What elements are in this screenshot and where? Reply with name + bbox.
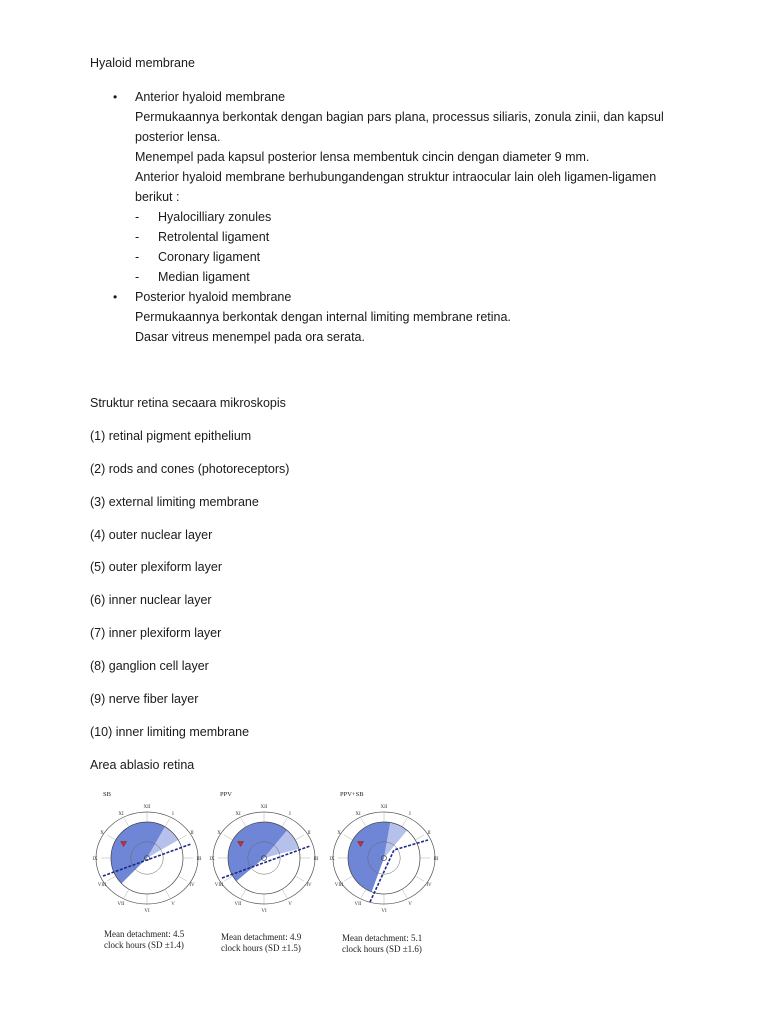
caption-sb-line1: Mean detachment: 4.5 <box>104 929 185 939</box>
clock-tick <box>344 835 353 840</box>
clock-hour-label: IX <box>209 857 215 862</box>
clock-hour-label: VII <box>354 902 362 907</box>
clock-tick <box>415 835 424 840</box>
clock-tick <box>241 818 246 827</box>
clock-hour-label: VI <box>381 909 387 914</box>
clock-tick <box>415 876 424 881</box>
bullet-heading-anterior: Anterior hyaloid membrane <box>135 90 286 104</box>
clock-hour-label: X <box>217 831 221 836</box>
clock-hour-label: IV <box>189 883 195 888</box>
diagram-label: PPV <box>220 791 232 798</box>
bullet-icon: • <box>113 290 118 304</box>
section-title-retina: Struktur retina secaara mikroskopis <box>90 396 286 410</box>
clock-hour-label: X <box>337 831 341 836</box>
clock-tick <box>178 835 187 840</box>
clock-hour-label: VII <box>117 902 125 907</box>
clock-hour-label: XI <box>118 812 124 817</box>
paragraph-line: Permukaannya berkontak dengan internal limiting membrane retina. <box>135 310 511 324</box>
clock-hour-label: II <box>307 831 311 836</box>
ligament-item: Coronary ligament <box>158 250 261 264</box>
clock-hour-label: III <box>433 857 439 862</box>
clock-hour-label: XI <box>235 812 241 817</box>
ligament-item: Hyalocilliary zonules <box>158 210 272 224</box>
clock-tick <box>165 889 170 898</box>
clock-tick <box>282 889 287 898</box>
clock-tick <box>165 818 170 827</box>
caption-ppvsb-line2: clock hours (SD ±1.6) <box>342 944 422 954</box>
clock-hour-label: VIII <box>214 883 224 888</box>
clock-tick <box>241 889 246 898</box>
clock-tick <box>295 876 304 881</box>
clock-hour-label: I <box>172 812 174 817</box>
clock-tick <box>282 818 287 827</box>
layer-item: (1) retinal pigment epithelium <box>90 429 252 443</box>
clock-hour-label: V <box>171 902 175 907</box>
caption-ppv-line2: clock hours (SD ±1.5) <box>221 943 301 953</box>
clock-hour-label: III <box>196 857 202 862</box>
paragraph-line: berikut : <box>135 190 180 204</box>
detachment-sector <box>111 822 165 884</box>
layer-item: (6) inner nuclear layer <box>90 593 212 607</box>
clock-hour-label: XII <box>143 805 151 810</box>
diagram-ppv-sb <box>329 791 438 914</box>
layer-item: (7) inner plexiform layer <box>90 626 222 640</box>
clock-hour-label: II <box>190 831 194 836</box>
clock-hour-label: I <box>409 812 411 817</box>
clock-hour-label: VII <box>234 902 242 907</box>
clock-hour-label: V <box>288 902 292 907</box>
diagram-label: SB <box>103 791 111 798</box>
clock-tick <box>224 835 233 840</box>
dash-marker: - <box>135 210 140 224</box>
clock-hour-label: VI <box>261 909 267 914</box>
clock-tick <box>402 818 407 827</box>
clock-tick <box>344 876 353 881</box>
paragraph-line: Menempel pada kapsul posterior lensa membentuk cincin dengan diameter 9 mm. <box>135 150 590 164</box>
caption-ppv-line1: Mean detachment: 4.9 <box>221 932 302 942</box>
clock-hour-label: V <box>408 902 412 907</box>
section-title-ablasio: Area ablasio retina <box>90 758 195 772</box>
ligament-item: Retrolental ligament <box>158 230 270 244</box>
paragraph-line: Anterior hyaloid membrane berhubungandengan struktur intraocular lain oleh ligamen-ligamen <box>135 170 657 184</box>
clock-hour-label: III <box>313 857 319 862</box>
layer-item: (4) outer nuclear layer <box>90 528 213 542</box>
clock-hour-label: IX <box>92 857 98 862</box>
clock-hour-label: XII <box>260 805 268 810</box>
clock-tick <box>224 876 233 881</box>
diagram-ppv <box>209 791 318 914</box>
caption-sb-line2: clock hours (SD ±1.4) <box>104 940 184 950</box>
dash-marker: - <box>135 230 140 244</box>
clock-hour-label: X <box>100 831 104 836</box>
diagram-label: PPV+SB <box>340 791 364 798</box>
layer-item: (3) external limiting membrane <box>90 495 259 509</box>
section-title-hyaloid: Hyaloid membrane <box>90 56 195 70</box>
clock-hour-label: VIII <box>97 883 107 888</box>
paragraph-line: Dasar vitreus menempel pada ora serata. <box>135 330 365 344</box>
clock-hour-label: XII <box>380 805 388 810</box>
clock-tick <box>107 876 116 881</box>
clock-hour-label: XI <box>355 812 361 817</box>
clock-hour-label: VIII <box>334 883 344 888</box>
layer-item: (10) inner limiting membrane <box>90 725 250 739</box>
bullet-icon: • <box>113 90 118 104</box>
clock-tick <box>124 889 129 898</box>
clock-tick <box>402 889 407 898</box>
clock-hour-label: II <box>427 831 431 836</box>
clock-tick <box>295 835 304 840</box>
diagram-sb <box>92 791 201 914</box>
bullet-heading-posterior: Posterior hyaloid membrane <box>135 290 292 304</box>
layer-item: (2) rods and cones (photoreceptors) <box>90 462 290 476</box>
dash-marker: - <box>135 270 140 284</box>
layer-item: (8) ganglion cell layer <box>90 659 209 673</box>
clock-tick <box>361 818 366 827</box>
clock-hour-label: I <box>289 812 291 817</box>
clock-tick <box>107 835 116 840</box>
layer-item: (5) outer plexiform layer <box>90 560 222 574</box>
clock-tick <box>361 889 366 898</box>
clock-hour-label: IX <box>329 857 335 862</box>
caption-ppvsb-line1: Mean detachment: 5.1 <box>342 933 423 943</box>
detachment-sector <box>348 822 390 892</box>
clock-hour-label: IV <box>426 883 432 888</box>
ligament-item: Median ligament <box>158 270 250 284</box>
layer-item: (9) nerve fiber layer <box>90 692 199 706</box>
clock-hour-label: IV <box>306 883 312 888</box>
clock-tick <box>124 818 129 827</box>
clock-tick <box>178 876 187 881</box>
paragraph-line: posterior lensa. <box>135 130 221 144</box>
paragraph-line: Permukaannya berkontak dengan bagian pars plana, processus siliaris, zonula zinii, dan kapsul <box>135 110 664 124</box>
clock-hour-label: VI <box>144 909 150 914</box>
dash-marker: - <box>135 250 140 264</box>
